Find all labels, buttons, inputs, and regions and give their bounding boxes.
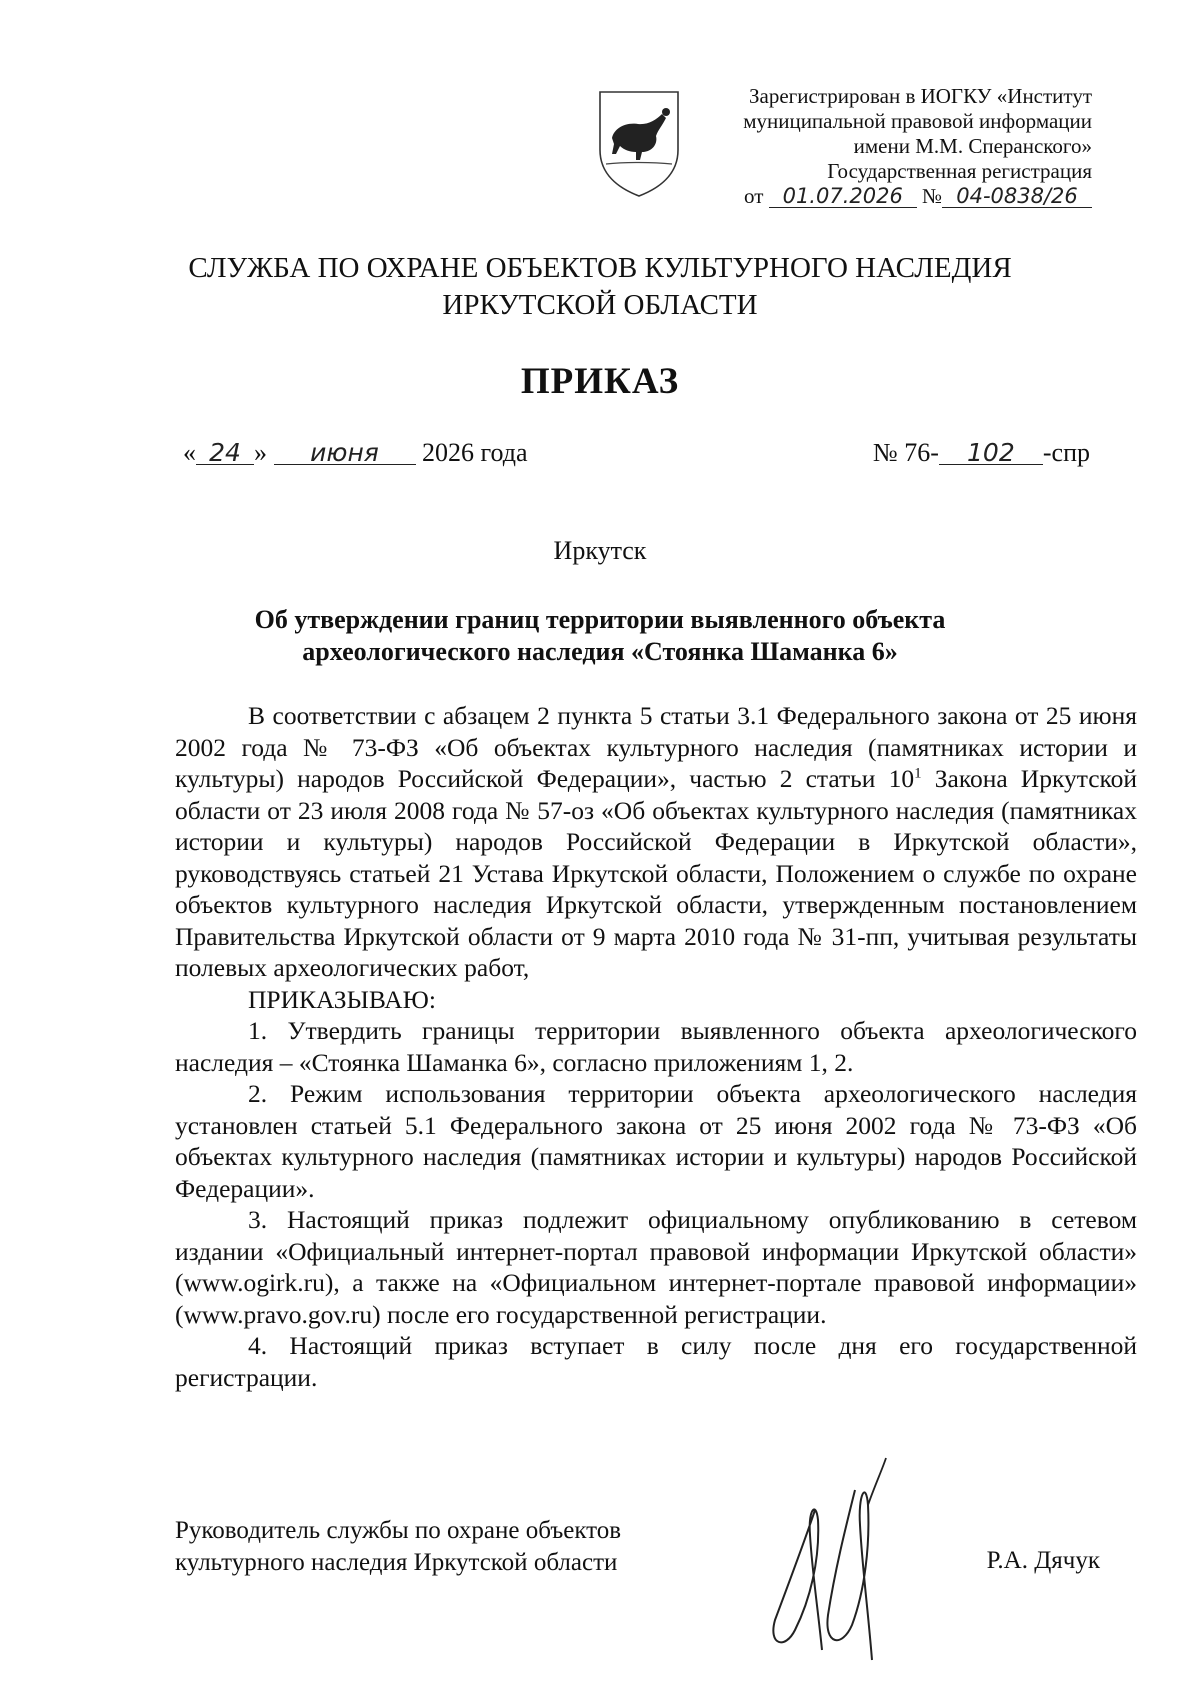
registration-date-prefix: от bbox=[744, 184, 764, 208]
agency-name-line-2: ИРКУТСКОЙ ОБЛАСТИ bbox=[442, 289, 758, 321]
preamble-part-2: Закона Иркутской области от 23 июля 2008 года № 57-оз «Об объектах культурного наследия (памятниках истории и культуры) народов Российской Федерации в Иркутской области», руководствуясь статьей 21 Устава Иркутской области, Положением о службе по охране объектов культурного наследия Иркутской области, утвержденным постановлением Правительства Иркутской области от 9 марта 2010 года № 31-пп, учитывая результаты полевых археологических работ, bbox=[175, 764, 1138, 982]
preamble-superscript: 1 bbox=[914, 765, 922, 782]
preamble-paragraph bbox=[175, 700, 1137, 984]
order-item-4: 4. Настоящий приказ вступает в силу после дня его государственной регистрации. bbox=[175, 1331, 1137, 1392]
registration-date-number bbox=[672, 184, 1092, 209]
registration-line-3: имени М.М. Сперанского» bbox=[853, 134, 1092, 158]
registration-stamp bbox=[672, 84, 1092, 209]
signatory-position bbox=[175, 1515, 621, 1579]
signatory-position-line-2: культурного наследия Иркутской области bbox=[175, 1549, 618, 1576]
registration-line-2: муниципальной правовой информации bbox=[743, 109, 1092, 133]
signatory-name: Р.А. Дячук bbox=[986, 1547, 1100, 1574]
order-date bbox=[183, 438, 528, 468]
coat-of-arms-emblem bbox=[596, 88, 682, 198]
date-open-quote: « bbox=[183, 438, 196, 467]
agency-name-line-1: СЛУЖБА ПО ОХРАНЕ ОБЪЕКТОВ КУЛЬТУРНОГО НАСЛЕДИЯ bbox=[188, 252, 1012, 284]
registration-line-1: Зарегистрирован в ИОГКУ «Институт bbox=[748, 84, 1092, 108]
order-item-2: 2. Режим использования территории объекта археологического наследия установлен статьей 5.1 Федерального закона от 25 июня 2002 года № 73-ФЗ «Об объектах культурного наследия (памятниках истории и культуры) народов Российской Федерации». bbox=[175, 1079, 1137, 1203]
order-body bbox=[175, 700, 1137, 1393]
city-name: Иркутск bbox=[553, 536, 647, 565]
order-number bbox=[873, 438, 1090, 468]
registration-number-prefix: № bbox=[921, 184, 942, 208]
date-year: 2026 года bbox=[422, 438, 528, 467]
order-number-suffix: -спр bbox=[1042, 438, 1090, 467]
order-item-3: 3. Настоящий приказ подлежит официальному опубликованию в сетевом издании «Официальный интернет-портал правовой информации Иркутской области» (www.ogirk.ru), а также на «Официальном интернет-портале правовой информации» (www.pravo.gov.ru) после его государственной регистрации. bbox=[175, 1205, 1137, 1329]
agency-name bbox=[0, 250, 1200, 324]
registration-number-value: 04-0838/26 bbox=[942, 185, 1092, 208]
order-item-1: 1. Утвердить границы территории выявленного объекта археологического наследия – «Стоянка Шаманка 6», согласно приложениям 1, 2. bbox=[175, 1016, 1137, 1077]
order-subject bbox=[0, 604, 1200, 668]
order-word: ПРИКАЗЫВАЮ: bbox=[248, 984, 436, 1014]
order-subject-line-2: археологического наследия «Стоянка Шаманка 6» bbox=[302, 637, 898, 666]
preamble-part-1: В соответствии с абзацем 2 пункта 5 статьи 3.1 Федерального закона от 25 июня 2002 года № 73-ФЗ «Об объектах культурного наследия (памятниках истории и культуры) народов Российской Федерации», частью 2 статьи 10 bbox=[175, 701, 1137, 793]
registration-date-value: 01.07.2026 bbox=[769, 185, 917, 208]
registration-line-4: Государственная регистрация bbox=[827, 159, 1092, 183]
date-day: 24 bbox=[196, 442, 254, 465]
order-subject-line-1: Об утверждении границ территории выявленного объекта bbox=[254, 605, 946, 634]
date-close-quote: » bbox=[254, 438, 267, 467]
signatory-position-line-1: Руководитель службы по охране объектов bbox=[175, 1517, 622, 1544]
handwritten-signature bbox=[760, 1450, 930, 1670]
order-number-value: 102 bbox=[939, 442, 1043, 465]
date-month: июня bbox=[274, 442, 416, 465]
order-number-prefix: № 76- bbox=[872, 438, 939, 467]
document-type-title: ПРИКАЗ bbox=[520, 361, 680, 402]
